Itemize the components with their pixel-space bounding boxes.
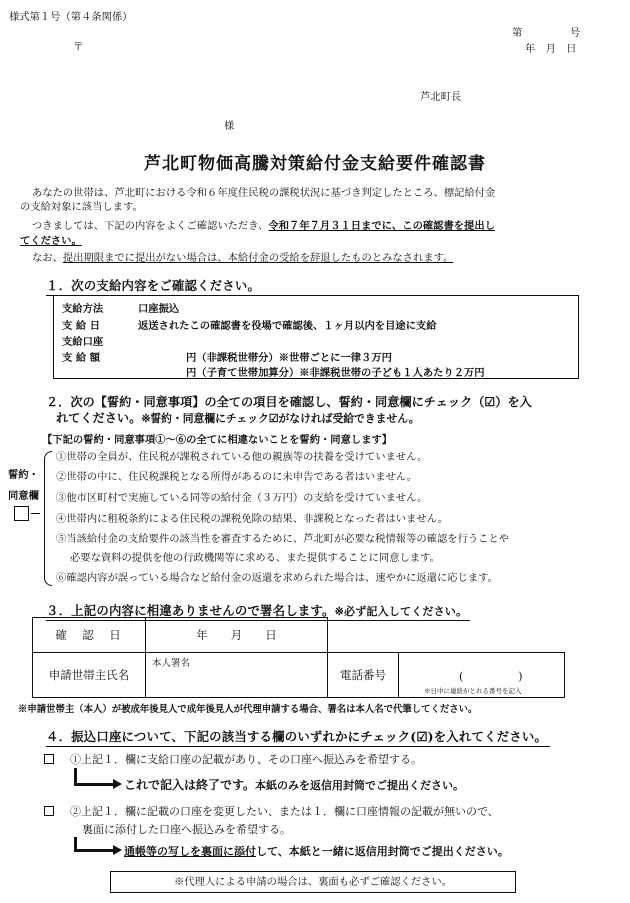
option-2-arrow-head xyxy=(113,845,122,855)
consent-column-label-2: 同意欄 xyxy=(8,490,39,502)
intro-paragraph-1-line-1: あなたの世帯は、芦北町における令和６年度住民税の課税状況に基づき判定したところ、標記給付金 xyxy=(32,187,496,199)
phone-label: 電話番号 xyxy=(328,653,399,698)
consent-connector xyxy=(31,513,40,514)
phone-note: ※日中に連絡がとれる番号を記入 xyxy=(424,687,522,695)
page-title: 芦北町物価高騰対策給付金支給要件確認書 xyxy=(144,154,486,174)
consent-item: ⑤当該給付金の支給要件の該当性を審査するために、芦北町が必要な税情報等の確認を行うことや xyxy=(56,533,510,545)
section-3-heading-text: ３．上記の内容に相違ありませんので署名します。 xyxy=(46,603,335,618)
payment-account-label: 支給口座 xyxy=(62,336,104,348)
intro-note-prefix: なお、 xyxy=(32,252,63,264)
option-1-arrow-line xyxy=(74,783,114,786)
option-2-arrow-line xyxy=(74,849,114,852)
postal-mark: 〒 xyxy=(73,41,84,53)
consent-checkbox[interactable] xyxy=(14,506,29,521)
signature-hint: 本人署名 xyxy=(152,658,191,669)
intro-paragraph-2-line-1 xyxy=(32,217,495,232)
option-1-checkbox[interactable] xyxy=(44,754,54,764)
section-4-heading: ４．振込口座について、下記の該当する欄のいずれかにチェック(☑)を入れてください。 xyxy=(46,727,550,747)
applicant-signature-field[interactable] xyxy=(146,653,328,698)
payment-method-value: 口座振込 xyxy=(138,303,180,315)
payment-date-value: 返送されたこの確認書を役場で確認後、１ヶ月以内を目途に支給 xyxy=(138,320,437,332)
phone-number-field[interactable] xyxy=(399,653,565,698)
consent-items-bracket xyxy=(44,451,52,586)
proxy-signature-note: ※申請世帯主（本人）が被成年後見人で成年後見人が代理申請する場合、署名は本人名で代筆してください。 xyxy=(18,704,478,715)
consent-column-label-1: 誓約・ xyxy=(8,469,39,481)
consent-item: ②世帯の中に、住民税課税となる所得があるのに未申告である者はいません。 xyxy=(56,471,418,483)
payment-amount-child-addition: 円（子育て世帯加算分）※非課税世帯の子ども１人あたり２万円 xyxy=(186,367,485,379)
intro-paragraph-3 xyxy=(32,249,453,264)
document-number-label: 第 xyxy=(512,27,523,39)
payment-method-label: 支給方法 xyxy=(62,303,104,315)
payment-amount-label: 支 給 額 xyxy=(62,352,101,364)
signature-table xyxy=(32,617,328,653)
consent-item-continued: 必要な資料の提供を他の行政機関等に求める、また提供することに同意します。 xyxy=(70,552,440,564)
option-1-arrow-head xyxy=(113,779,122,789)
intro-deadline-text: 令和７年７月３１日までに、この確認書を提出し xyxy=(268,220,495,232)
option-2-attach-text: 通帳等の写しを裏面に添付 xyxy=(124,845,256,858)
applicant-name-label: 申請世帯主氏名 xyxy=(33,653,146,698)
section-2-heading-end: れてください。 xyxy=(56,411,142,425)
issue-date: 年 月 日 xyxy=(525,43,577,55)
section-2-warning-note: ※誓約・同意欄にチェック☑がなければ受給できません。 xyxy=(141,412,420,425)
section-1-heading: １．次の支給内容をご確認ください。 xyxy=(46,276,263,296)
option-1-text: ①上記１．欄に支給口座の記載があり、その口座へ振込みを希望する。 xyxy=(70,753,422,766)
option-1-submit-text: 本紙のみを返信用封筒でご提出ください。 xyxy=(255,779,465,792)
intro-decline-warning: 提出期限までに提出がない場合は、本給付金の受給を辞退したものとみなされます。 xyxy=(62,252,454,264)
consent-item: ④世帯内に租税条約による住民税の課税免除の結果、非課税となった者はいません。 xyxy=(56,513,448,525)
consent-item: ①世帯の全員が、住民税が課税されている他の親族等の扶養を受けていません。 xyxy=(56,451,428,463)
intro-deadline-text-continued: てください。 xyxy=(20,235,82,247)
confirm-date-label: 確 認 日 xyxy=(33,618,146,653)
option-1-result xyxy=(124,776,464,793)
section-2-heading-line-2 xyxy=(56,409,420,426)
form-number: 様式第１号（第４条関係） xyxy=(9,11,133,23)
mayor-title: 芦北町長 xyxy=(420,91,462,103)
option-1-complete-text: これで記入は終了です。 xyxy=(124,778,256,792)
option-2-text-line-2: 裏面に添付した口座へ振込みを希望する。 xyxy=(82,823,291,836)
proxy-application-note: ※代理人による申請の場合は、裏面も必ずご確認ください。 xyxy=(110,871,516,893)
payment-date-label: 支 給 日 xyxy=(62,320,101,332)
document-number-suffix: 号 xyxy=(570,27,581,39)
addressee-suffix: 様 xyxy=(224,120,235,132)
option-2-result xyxy=(124,843,509,859)
payment-amount-nontaxable: 円（非課税世帯分）※世帯ごとに一律３万円 xyxy=(186,352,392,364)
consent-items-intro: 【下記の誓約・同意事項①～⑥の全てに相違ないことを誓約・同意します】 xyxy=(42,434,393,446)
intro-request-text: つきましては、下記の内容をよくご確認いただき、 xyxy=(32,220,269,232)
applicant-table xyxy=(32,652,565,698)
section-2-heading-line-1: ２．次の【誓約・同意事項】の全ての項目を確認し、誓約・同意欄にチェック（☑）を入 xyxy=(46,395,532,409)
confirm-date-input[interactable]: 年 月 日 xyxy=(146,618,328,653)
consent-item: ③他市区町村で実施している同等の給付金（３万円）の支給を受けていません。 xyxy=(56,492,428,504)
phone-parentheses: ( ) xyxy=(459,670,523,683)
option-2-text-line-1: ②上記１．欄に記載の口座を変更したい、または１．欄に口座情報の記載が無いので、 xyxy=(70,805,499,818)
consent-item: ⑥確認内容が誤っている場合など給付金の返還を求められた場合は、速やかに返還に応じます。 xyxy=(56,572,498,584)
section-3-required-note: ※必ず記入してください。 xyxy=(334,605,468,618)
option-2-submit-text: して、本紙と一緒に返信用封筒でご提出ください。 xyxy=(256,845,509,858)
intro-paragraph-1-line-2: の支給対象に該当します。 xyxy=(20,201,143,213)
option-2-checkbox[interactable] xyxy=(44,806,54,816)
